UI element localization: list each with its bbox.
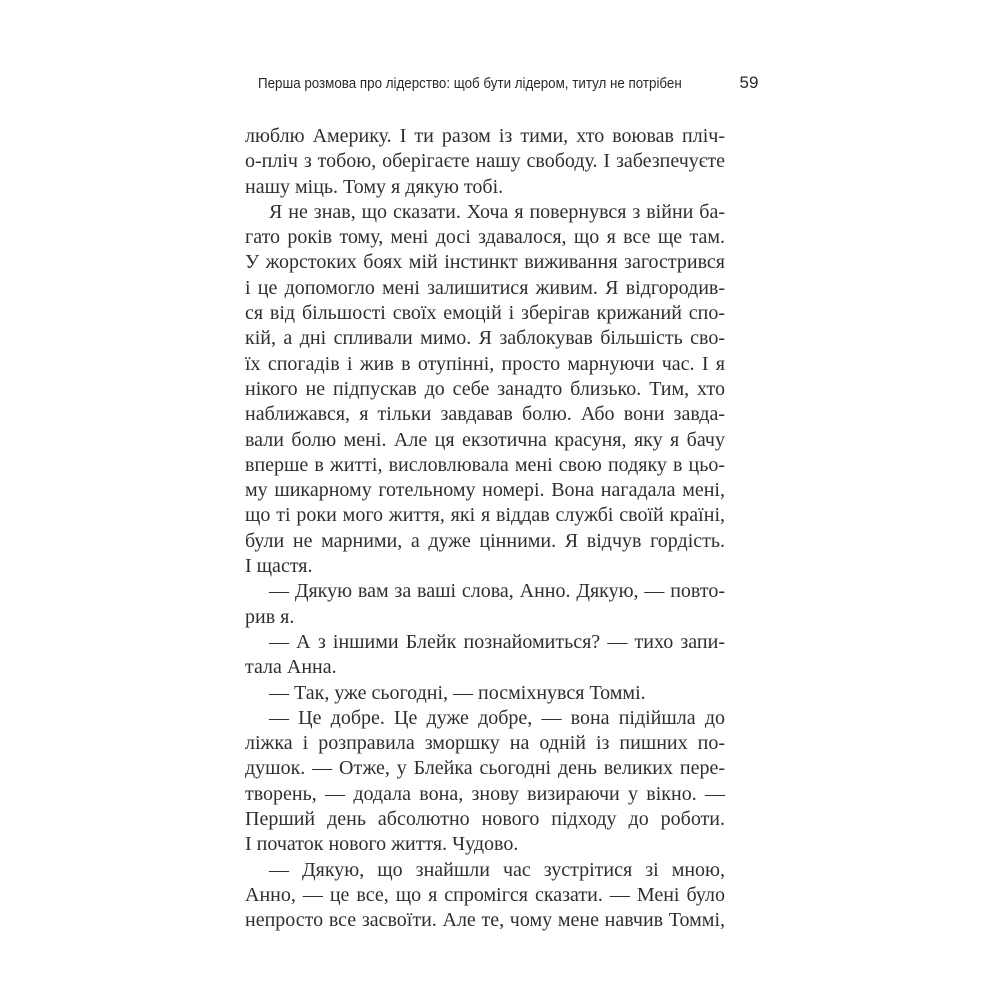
text-line: — Дякую вам за ваші слова, Анно. Дякую, — повто- (269, 580, 725, 603)
text-line: рив я. (245, 605, 295, 628)
text-line: Анно, — це все, що я спромігся сказати. — Мені було (245, 883, 725, 906)
text-line: люблю Америку. І ти разом із тими, хто воював пліч- (245, 125, 725, 147)
text-line: були не марними, а дуже цінними. Я відчув гордість. (245, 529, 725, 552)
text-line: тала Анна. (245, 656, 337, 679)
text-line: Я не знав, що сказати. Хоча я повернувся з війни ба- (269, 200, 725, 223)
text-line: — А з іншими Блейк познайомиться? — тихо запи- (269, 630, 725, 653)
text-line: нікого не підпускав до себе занадто близько. Тим, хто (245, 377, 725, 400)
text-line: і це допомогло мені залишитися живим. Я відгородив- (245, 276, 725, 299)
body-text (245, 124, 725, 934)
page-number: 59 (739, 73, 759, 92)
text-line: що ті роки мого життя, які я віддав службі своїй країні, (245, 504, 725, 527)
text-line: ся від більшості своїх емоцій і зберігав крижаний спо- (245, 302, 725, 325)
text-line: І щастя. (245, 555, 313, 578)
text-line: вперше в житті, висловлювала мені свою подяку в цьо- (245, 453, 725, 476)
text-line: непросто все засвоїти. Але те, чому мене навчив Томмі, (245, 909, 725, 932)
text-line: У жорстоких боях мій інстинкт виживання загострився (245, 251, 725, 274)
text-line: творень, — додала вона, знову визираючи у вікно. — (245, 782, 725, 805)
text-line: вали болю мені. Але ця екзотична красуня, яку я бачу (245, 428, 725, 451)
text-line: ліжка і розправила зморшку на одній із пишних по- (245, 732, 725, 755)
text-line: — Дякую, що знайшли час зустрітися зі мною, (269, 858, 725, 881)
text-line: душок. — Отже, у Блейка сьогодні день великих пере- (245, 757, 725, 780)
text-line: нашу міць. Тому я дякую тобі. (245, 175, 504, 198)
text-line: гато років тому, мені досі здавалося, що я все ще там. (245, 226, 725, 249)
text-line: о-пліч з тобою, оберігаєте нашу свободу. І забезпечуєте (245, 150, 725, 173)
text-line: Перший день абсолютно нового підходу до роботи. (245, 808, 725, 831)
text-line: наближався, я тільки завдавав болю. Або вони завда- (245, 403, 725, 426)
running-title: Перша розмова про лідерство: щоб бути лідером, титул не потрібен (258, 74, 682, 92)
running-header (258, 68, 759, 98)
text-line: му шикарному готельному номері. Вона нагадала мені, (245, 479, 725, 502)
text-line: кій, а дні спливали мимо. Я заблокував більшість сво- (245, 327, 725, 350)
text-line: І початок нового життя. Чудово. (245, 833, 519, 856)
text-line: — Це добре. Це дуже добре, — вона підійшла до (269, 706, 725, 729)
text-line: — Так, уже сьогодні, — посміхнувся Томмі. (269, 681, 646, 704)
text-line: їх спогадів і жив в отупінні, просто марнуючи час. І я (245, 352, 725, 375)
